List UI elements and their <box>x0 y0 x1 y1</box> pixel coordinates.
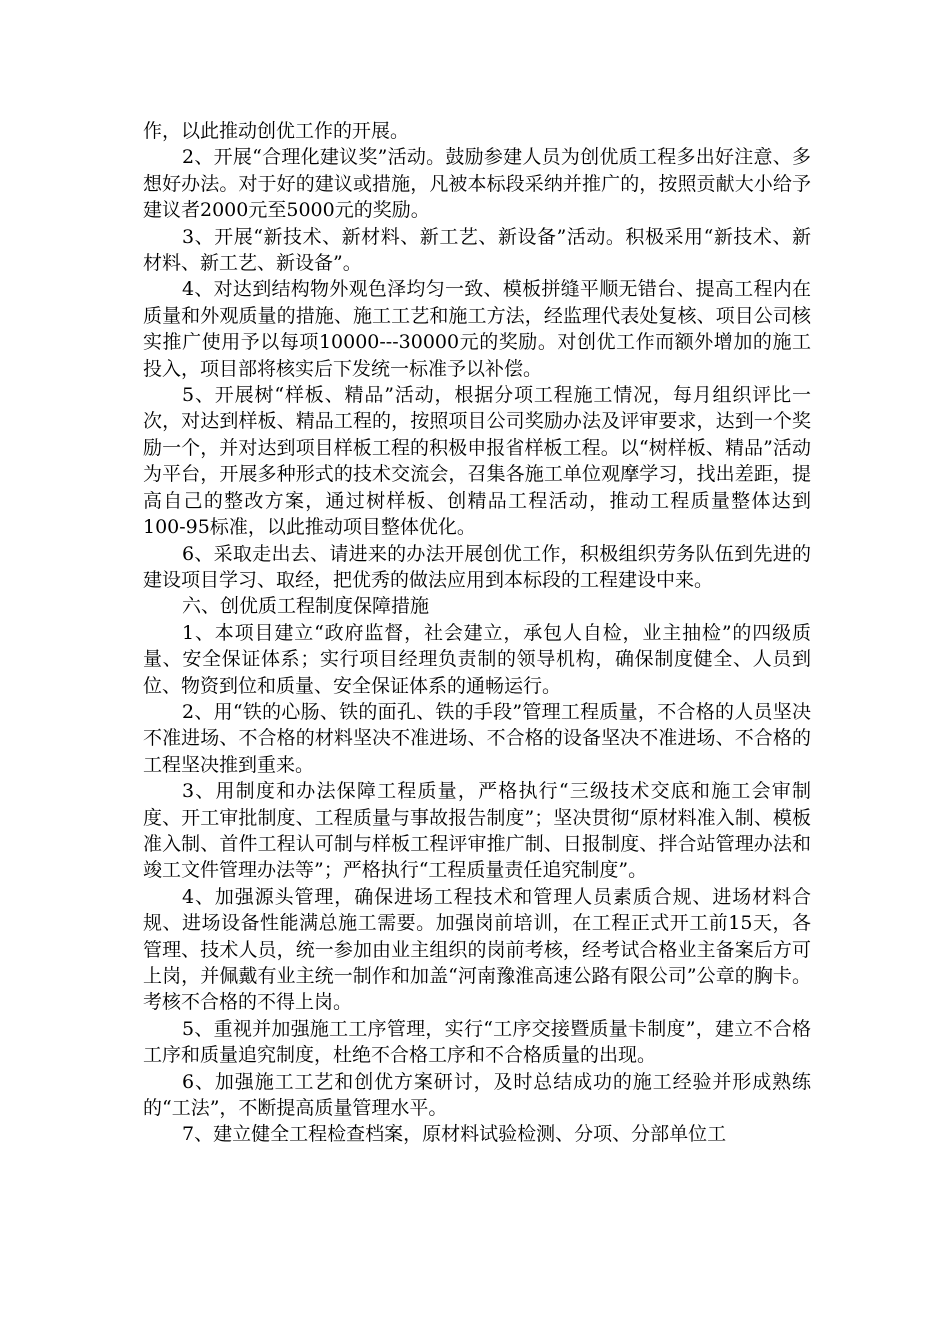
paragraph-item-6: 6、采取走出去、请进来的办法开展创优工作，积极组织劳务队伍到先进的建设项目学习、取经，把优秀的做法应用到本标段的工程建设中来。 <box>143 542 811 591</box>
paragraph-measure-1: 1、本项目建立“政府监督，社会建立，承包人自检，业主抽检”的四级质量、安全保证体系；实行项目经理负责制的领导机构，确保制度健全、人员到位、物资到位和质量、安全保证体系的通畅运行。 <box>143 621 811 697</box>
paragraph-measure-5: 5、重视并加强施工工序管理，实行“工序交接暨质量卡制度”，建立不合格工序和质量追究制度，杜绝不合格工序和不合格质量的出现。 <box>143 1017 811 1067</box>
paragraph-continuation: 作，以此推动创优工作的开展。 <box>143 120 410 142</box>
paragraph-item-3: 3、开展“新技术、新材料、新工艺、新设备”活动。积极采用“新技术、新材料、新工艺、新设备”。 <box>143 225 811 275</box>
paragraph-measure-4: 4、加强源头管理，确保进场工程技术和管理人员素质合规、进场材料合规、进场设备性能满总施工需要。加强岗前培训，在工程正式开工前15天，各管理、技术人员，统一参加由业主组织的岗前考核，经考试合格业主备案后方可上岗，并佩戴有业主统一制作和加盖“河南豫淮高速公路有限公司”公章的胸卡。考核不合格的不得上岗。 <box>143 885 811 1014</box>
document-page <box>143 118 811 1148</box>
paragraph-measure-3: 3、用制度和办法保障工程质量，严格执行“三级技术交底和施工会审制度、开工审批制度、工程质量与事故报告制度”；坚决贯彻“原材料准入制、模板准入制、首件工程认可制与样板工程评审推广制、日报制度、拌合站管理办法和竣工文件管理办法等”；严格执行“工程质量责任追究制度”。 <box>143 780 811 882</box>
paragraph-measure-6: 6、加强施工工艺和创优方案研讨，及时总结成功的施工经验并形成熟练的“工法”，不断提高质量管理水平。 <box>143 1070 811 1120</box>
paragraph-item-5: 5、开展树“样板、精品”活动，根据分项工程施工情况，每月组织评比一次，对达到样板、精品工程的，按照项目公司奖励办法及评审要求，达到一个奖励一个，并对达到项目样板工程的积极申报省样板工程。以“树样板、精品”活动为平台，开展多种形式的技术交流会，召集各施工单位观摩学习，找出差距，提高自己的整改方案，通过树样板、创精品工程活动，推动工程质量整体达到100-95标准，以此推动项目整体优化。 <box>143 384 811 539</box>
paragraph-item-4: 4、对达到结构物外观色泽均匀一致、模板拼缝平顺无错台、提高工程内在质量和外观质量的措施、施工工艺和施工方法，经监理代表处复核、项目公司核实推广使用予以每项10000---30000元的奖励。对创优工作而额外增加的施工投入，项目部将核实后下发统一标准予以补偿。 <box>143 278 811 380</box>
paragraph-measure-2: 2、用“铁的心肠、铁的面孔、铁的手段”管理工程质量，不合格的人员坚决不准进场、不合格的材料坚决不准进场、不合格的设备坚决不准进场、不合格的工程坚决推到重来。 <box>143 700 811 776</box>
paragraph-item-2: 2、开展“合理化建议奖”活动。鼓励参建人员为创优质工程多出好注意、多想好办法。对于好的建议或措施，凡被本标段采纳并推广的，按照贡献大小给予建议者2000元至5000元的奖励。 <box>143 146 811 222</box>
section-heading: 六、创优质工程制度保障措施 <box>182 595 430 618</box>
paragraph-measure-7: 7、建立健全工程检查档案，原材料试验检测、分项、分部单位工 <box>182 1123 727 1146</box>
